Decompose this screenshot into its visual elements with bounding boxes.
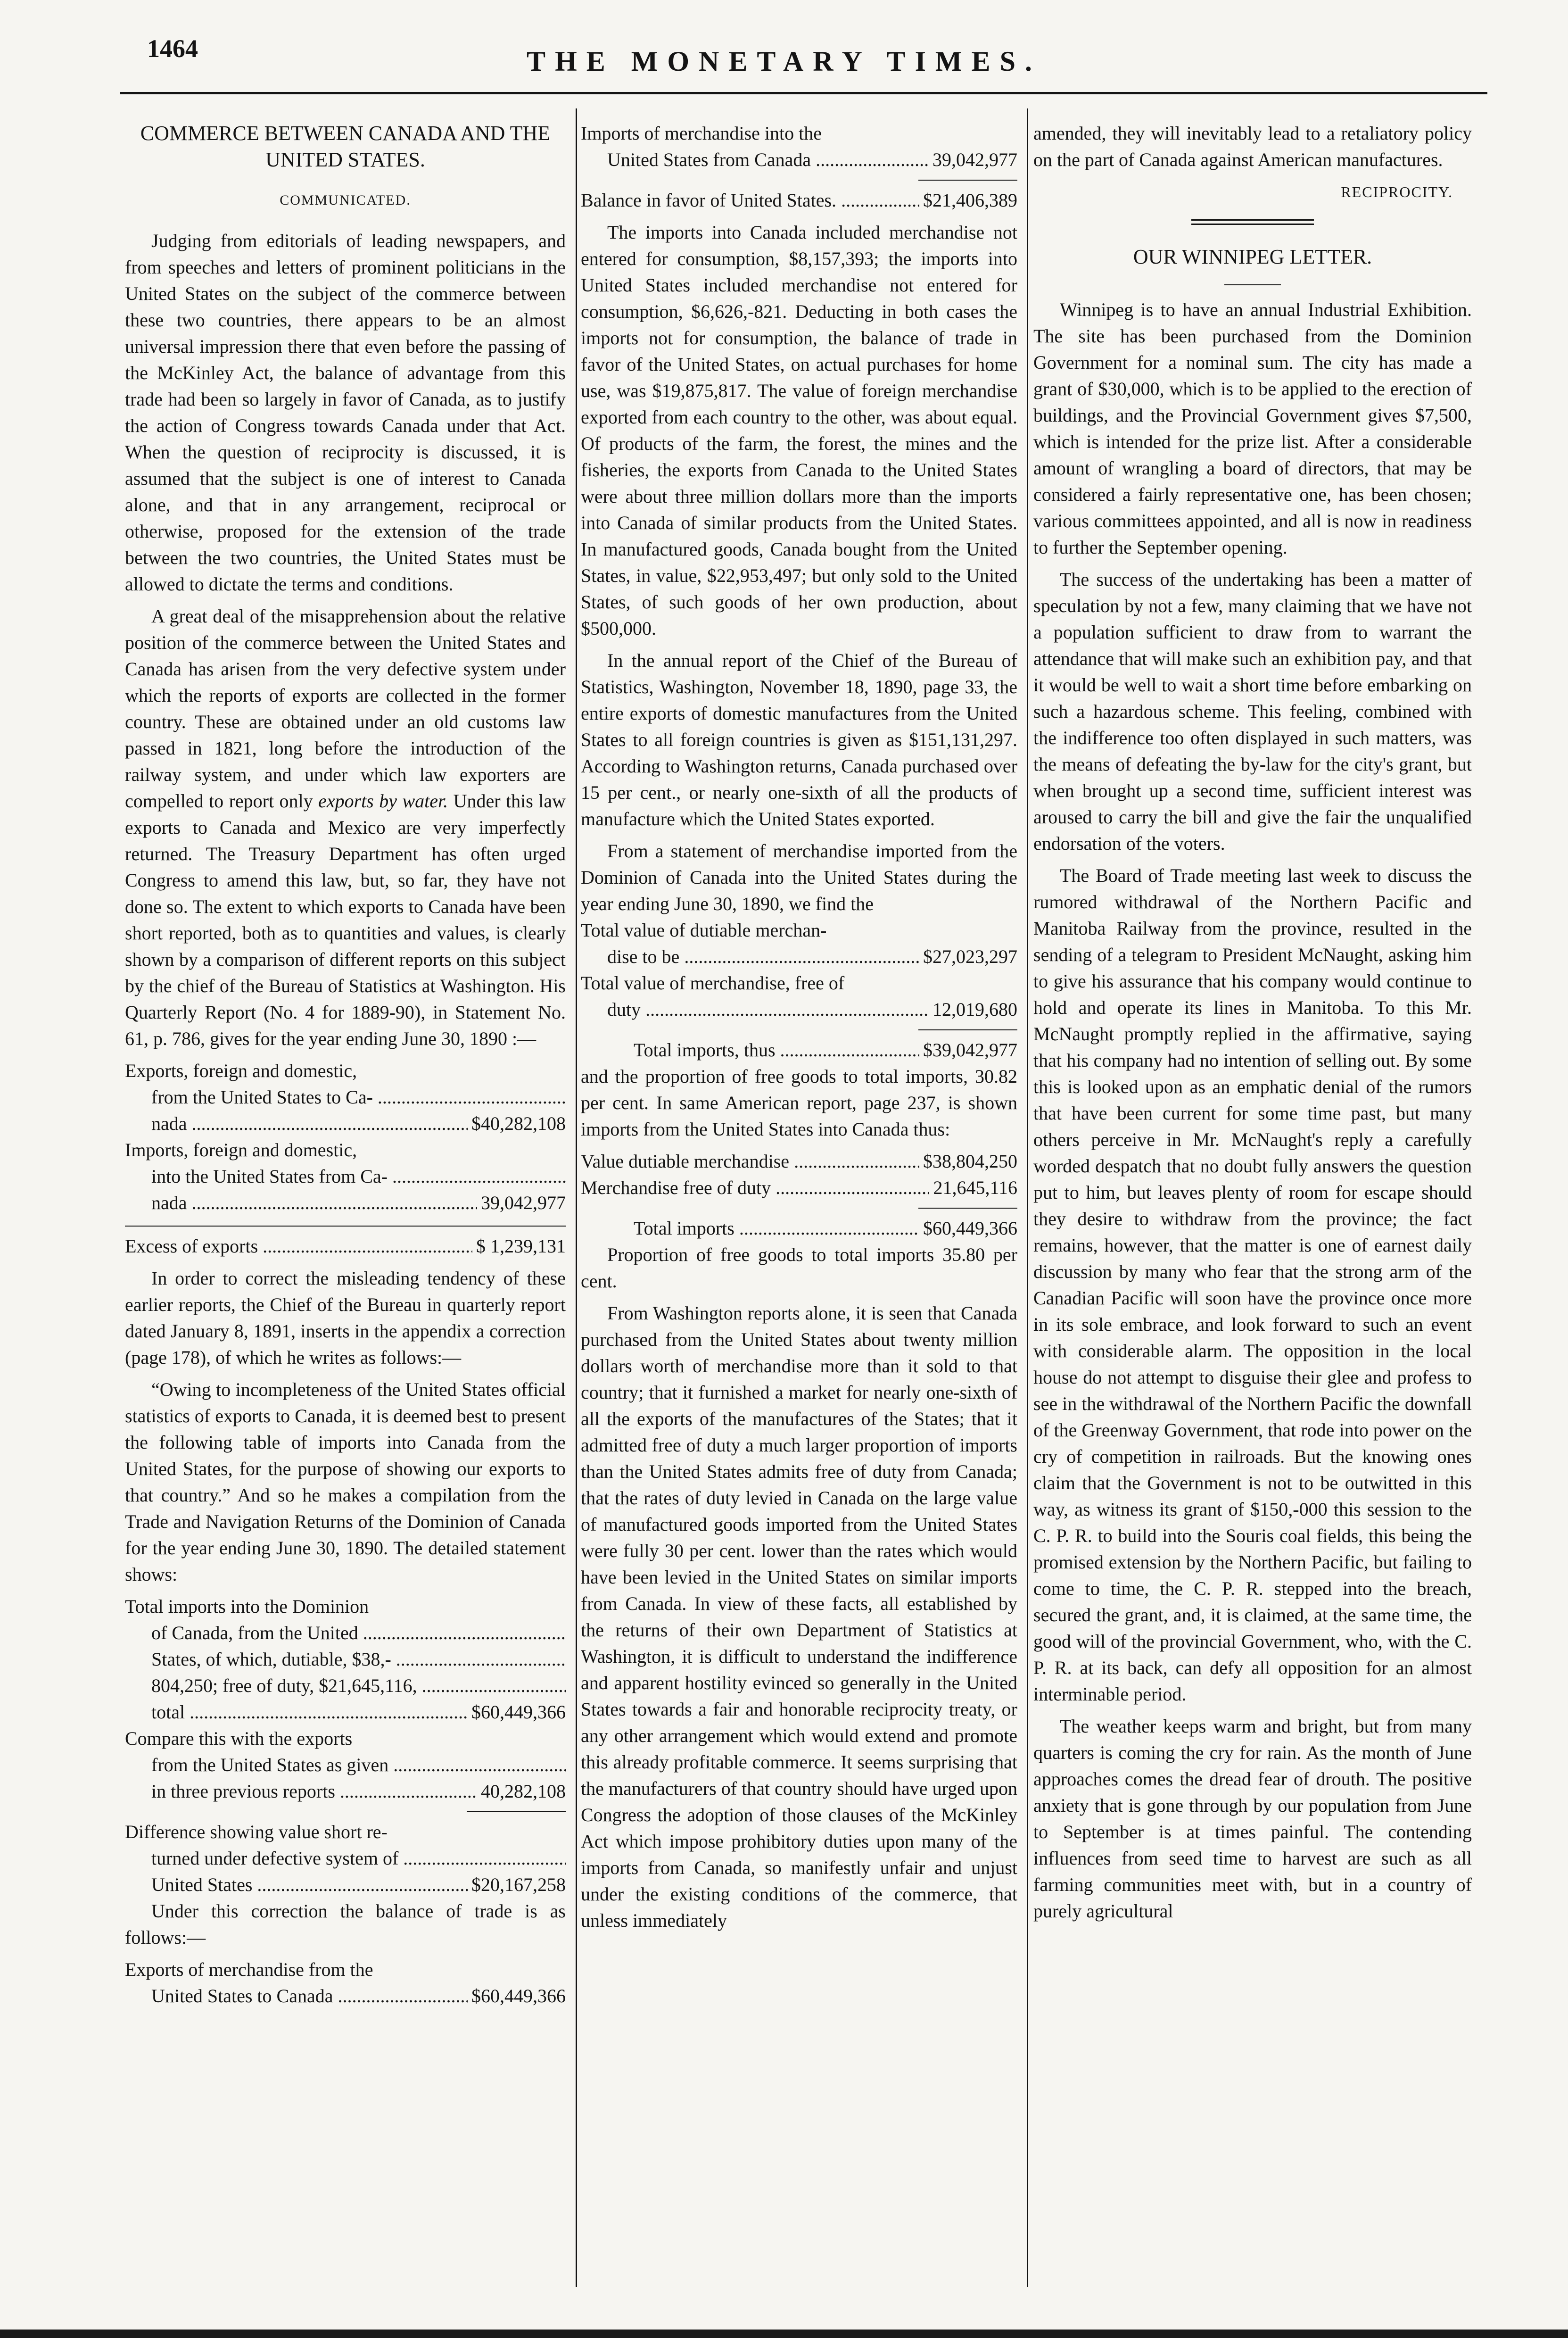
column-divider-2: [1027, 108, 1028, 2287]
quoted-paragraph: “Owing to incompleteness of the United States official statistics of exports to Canada, it is deemed best to present the following table of imports into Canada from the United States, for the purpose of showing our exports to that country.” And so he makes a compilation from the Trade and Navigation Returns of the Dominion of Canada for the year ending June 30, 1890. The detailed statement shows:: [125, 1379, 566, 1585]
table-value: $ 1,239,131: [476, 1235, 566, 1257]
paragraph: From a statement of merchandise imported from the Dominion of Canada into the United States during the year ending June 30, 1890, we find the: [581, 840, 1017, 914]
section-divider: [1191, 219, 1314, 225]
total-rule: [918, 180, 1017, 181]
table-value: $60,449,366: [923, 1218, 1017, 1239]
paragraph: Judging from editorials of leading newspapers, and from speeches and letters of prominent politicians in the United States on the subject of the commerce between these two countries, there appears to be an almost universal impression there that even before the passing of the McKinley Act, the balance of advantage from this trade had been so largely in favor of Canada, as to justify the action of Congress towards Canada under that Act. When the question of reciprocity is discussed, it is assumed that the subject is one of interest to Canada alone, and that in any arrangement, reciprocal or otherwise, proposed for the extension of the trade between the two countries, the United States must be allowed to dictate the terms and conditions.: [125, 230, 566, 595]
column-1: [125, 120, 566, 2299]
paragraph: Under this correction the balance of trade is as follows:—: [125, 1900, 566, 1948]
table-value: $60,449,366: [471, 1701, 566, 1723]
paragraph: In the annual report of the Chief of the Bureau of Statistics, Washington, November 18, 1890, page 33, the entire exports of domestic manufactures from the United States to all foreign countries is given as $151,131,297. According to Washington returns, Canada purchased over 15 per cent., or nearly one-sixth of all the products of manufacture which the United States exported.: [581, 650, 1017, 829]
title-rule: [1224, 284, 1281, 285]
paragraph: The imports into Canada included merchandise not entered for consumption, $8,157,393; the imports into United States included merchandise not entered for consumption, $6,626,-821. Deducting in both cases the imports not for consumption, the balance of trade in favor of the United States, on actual purchases for home use, was $19,875,817. The value of foreign merchandise exported from each country to the other, was about equal. Of products of the farm, the forest, the mines and the fisheries, the exports from Canada to the United States were about three million dollars more than the imports into Canada of similar products from the United States. In manufactured goods, Canada bought from the United States, in value, $22,953,497; but only sold to the United States, of such goods of her own production, about $500,000.: [581, 222, 1017, 639]
paragraph: A great deal of the misapprehension about the relative position of the commerce between the United States and Canada has arisen from the very defective system under which the reports of exports are collected in the former country. These are obtained under an old customs law passed in 1821, long before the introduction of the railway system, and under which law exporters are compelled to report only exports by water. Under this law exports to Canada and Mexico are very imperfectly returned. The Treasury Department has often urged Congress to amend this law, but, so far, they have not done so. The extent to which exports to Canada have been short reported, both as to quantities and values, is clearly shown by a comparison of different reports on this subject by the chief of the Bureau of Statistics at Washington. His Quarterly Report (No. 4 for 1889-90), in Statement No. 61, p. 786, gives for the year ending June 30, 1890 :—: [125, 605, 566, 1049]
table-value: $40,282,108: [471, 1113, 566, 1134]
article-byline: COMMUNICATED.: [280, 192, 411, 208]
total-rule: [125, 1226, 566, 1227]
article-title: COMMERCE BETWEEN CANADA AND THE UNITED STATES.: [140, 122, 551, 171]
paragraph: and the proportion of free goods to total imports, 30.82 per cent. In same American report, page 237, is shown imports from the United States into Canada thus:: [581, 1066, 1017, 1140]
header-rule: [120, 92, 1487, 94]
bottom-edge: [0, 2330, 1568, 2338]
paragraph: From Washington reports alone, it is seen that Canada purchased from the United States about twenty million dollars worth of merchandise more than it sold to that country; that it furnished a market for nearly one-sixth of all the exports of the manufactures of the States; that it admitted free of duty a much larger proportion of imports than the United States admits free of duty from Canada; that the rates of duty levied in Canada on the large value of manufactured goods imported from the United States were fully 30 per cent. lower than the rates which would have been levied in the United States on similar imports from Canada. In view of these facts, all established by the returns of their own Department of Statistics at Washington, it is difficult to understand the indifference and apparent hostility evinced so generally in the United States towards a fair and honorable reciprocity treaty, or any other arrangement which would extend and promote this already profitable commerce. It seems surprising that the manufacturers of that country should have urged upon Congress the adoption of those clauses of the McKinley Act which impose prohibitory duties upon many of the imports from Canada, so manifestly unfair and unjust under the existing conditions of the commerce, that unless immediately: [581, 1302, 1017, 1931]
table-balance-part2: Imports of merchandise into the United States from Canada ..... 39,042,977 Balance in favor of United States. ..... $21,406,389: [581, 120, 1017, 214]
paragraph: amended, they will inevitably lead to a retaliatory policy on the part of Canada against American manufactures.: [1033, 123, 1472, 170]
table-imports-into-canada: Value dutiable merchandise ..... $38,804,250 Merchandise free of duty ..... 21,645,116 Total imports ..... $60,449,366: [581, 1148, 1017, 1242]
paragraph: The Board of Trade meeting last week to discuss the rumored withdrawal of the Northern Pacific and Manitoba Railway from the province, resulted in the sending of a telegram to President McNaught, asking him to give his assurance that his company would continue to hold and operate its lines in Manitoba. To this Mr. McNaught promptly replied in the affirmative, saying that his company had no intention of selling out. By some this is looked upon as an emphatic denial of the rumors that have been current for some time past, but many others perceive in Mr. McNaught's reply a carefully worded despatch that no doubt fully answers the question put to him, but leaves plenty of room for escape should they desire to withdraw from the province; the fact remains, however, that the matter is one of earnest daily discussion by many who fear that the strong arm of the Canadian Pacific will soon have the province once more in its sole embrace, and look forward to such an event with considerable alarm. The opposition in the local house do not attempt to disguise their glee and profess to see in the withdrawal of the Northern Pacific the downfall of the Greenway Government, that rode into power on the cry of competition in railroads. But the knowing ones claim that the Government is not to be outwitted in this way, as witness its grant of $150,-000 this session to the C. P. R. to build into the Souris coal fields, this being the promised extension by the Northern Pacific, but failing to come to time, the C. P. R. stepped into the breach, secured the grant, and, it is claimed, at the same time, the good will of the provincial Government, who, with the C. P. R. at its back, can defy all opposition for an almost interminable period.: [1033, 865, 1472, 1705]
masthead: THE MONETARY TIMES.: [527, 46, 1041, 77]
total-rule: [918, 1208, 1017, 1209]
table-value: $38,804,250: [923, 1151, 1017, 1172]
total-rule: [918, 1029, 1017, 1030]
paragraph: Winnipeg is to have an annual Industrial Exhibition. The site has been purchased from the Dominion Government for a nominal sum. The city has made a grant of $30,000, which is to be applied to the erection of buildings, and the Provincial Government gives $7,500, which is intended for the prize list. After a considerable amount of wrangling a board of directors, that may be considered a fairly representative one, has been chosen; various committees appointed, and all is now in readiness to further the September opening.: [1033, 299, 1472, 558]
table-value: 39,042,977: [481, 1192, 566, 1213]
paragraph: In order to correct the misleading tendency of these earlier reports, the Chief of the Bureau in quarterly report dated January 8, 1891, inserts in the appendix a correction (page 178), of which he writes as follows:—: [125, 1268, 566, 1368]
table-value: 39,042,977: [933, 149, 1017, 170]
table-imports-dominion: Total imports into the Dominion of Canada, from the United ..... States, of which, dutiable, $38,- ..... 804,250; free of duty, $21,645,116, ..... total ..... $60,449,366 Compare this with the exports from the United States as given ..... in three previous reports ..... 40,282,108 Difference showing value short re- turned under defective system of ..... United States ..... $20,167,258: [125, 1593, 566, 1898]
table-value: $39,042,977: [923, 1039, 1017, 1061]
column-2: [581, 120, 1017, 2299]
table-value: $60,449,366: [471, 1985, 566, 2006]
table-value: 12,019,680: [933, 999, 1017, 1020]
paragraph: The weather keeps warm and bright, but from many quarters is coming the cry for rain. As the month of June approaches comes the dread fear of drouth. The positive anxiety that is gone through by our population from June to September is at times painful. The contending influences from seed time to harvest are such as all farming communities meet with, but in a country of purely agricultural: [1033, 1716, 1472, 1922]
table-value: $21,406,389: [923, 190, 1017, 211]
paragraph: The success of the undertaking has been a matter of speculation by not a few, many claiming that we have not a population sufficient to draw from to warrant the attendance that will make such an exhibition pay, and that it would be well to wait a short time before embarking on such a hazardous scheme. This feeling, combined with the indifference too often displayed in such matters, was the means of defeating the by-law for the city's grant, but when brought up a second time, sufficient interest was aroused to carry the bill and give the fair the unqualified endorsation of the voters.: [1033, 569, 1472, 854]
table-balance-part1: Exports of merchandise from the United States to Canada ..... $60,449,366: [125, 1957, 566, 2009]
table-value: 40,282,108: [481, 1781, 566, 1802]
column-divider-1: [576, 108, 577, 2287]
italic-phrase: exports by water.: [318, 790, 448, 812]
signature: RECIPROCITY.: [1341, 183, 1453, 200]
table-value: $20,167,258: [471, 1874, 566, 1895]
total-rule: [467, 1811, 566, 1812]
column-3: [1033, 120, 1472, 2299]
article-title: OUR WINNIPEG LETTER.: [1133, 245, 1372, 268]
table-imports-from-canada: Total value of dutiable merchan- dise to be ..... $27,023,297 Total value of merchandise, free of duty ..... 12,019,680 Total imports, thus ..... $39,042,977: [581, 917, 1017, 1063]
page-number: 1464: [147, 34, 198, 63]
table-value: $27,023,297: [923, 946, 1017, 967]
table-exports-imports: Exports, foreign and domestic, from the United States to Ca- ..... nada ..... $40,282,108 Imports, foreign and domestic, into the United States from Ca- ..... nada ..... 39,042,977 Excess of exports ..... $ 1,239,131: [125, 1058, 566, 1260]
paragraph: Proportion of free goods to total imports 35.80 per cent.: [581, 1244, 1017, 1292]
table-value: 21,645,116: [933, 1177, 1017, 1198]
